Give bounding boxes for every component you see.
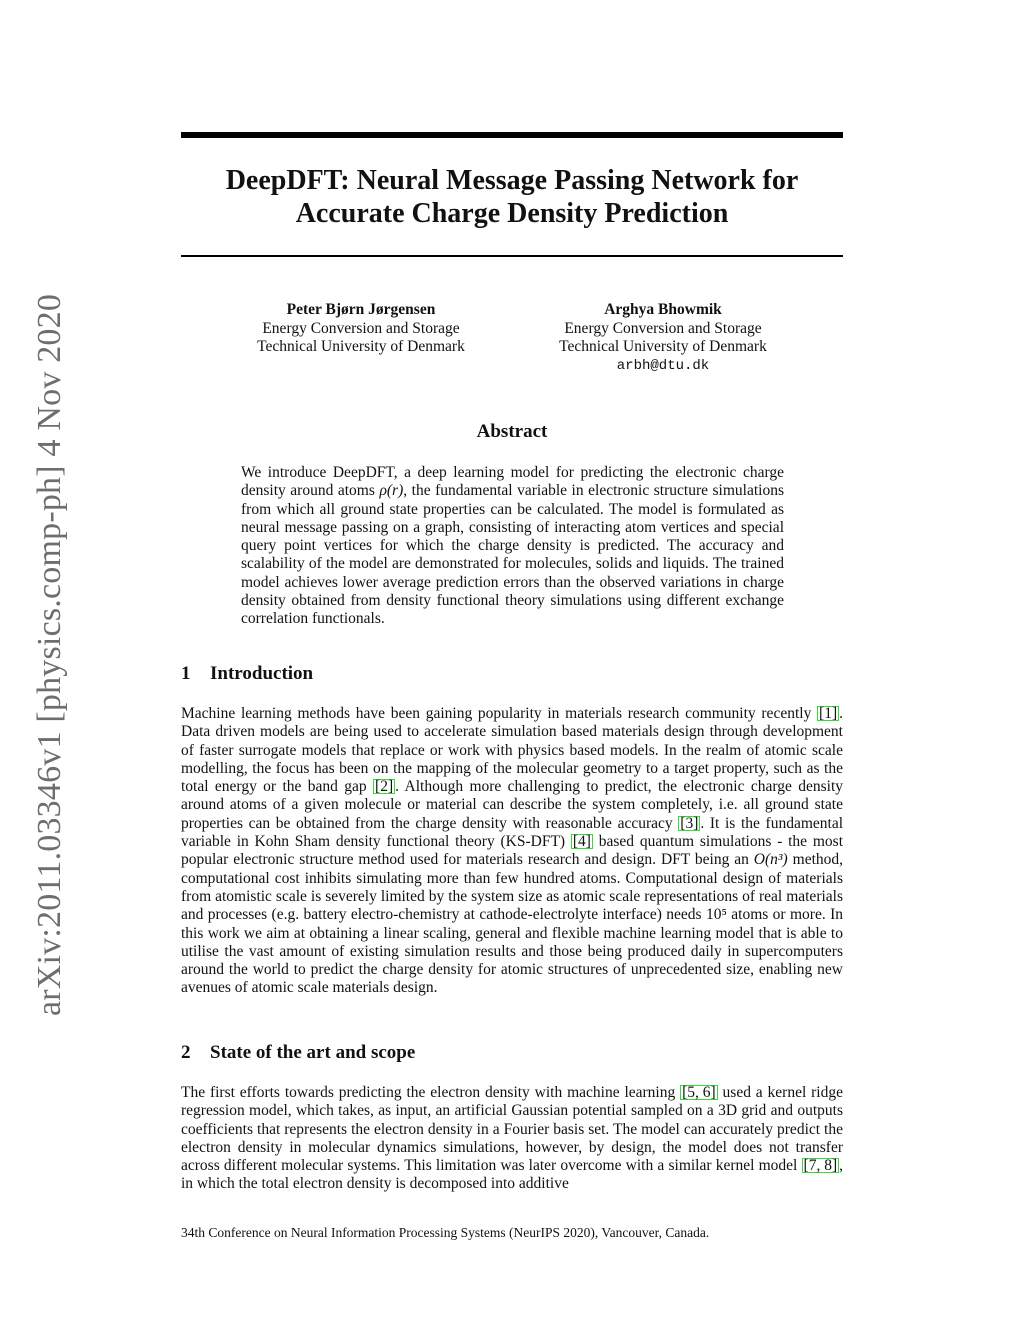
state-of-the-art-paragraph [181,1084,843,1194]
text-run: The first efforts towards predicting the electron density with machine learning [181,1084,681,1101]
text-run: , in which the total electron density is decomposed into additive [181,1157,843,1193]
citation-link[interactable]: [3] [680,814,699,832]
citation-link[interactable]: [7, 8] [803,1157,838,1175]
citation-link[interactable]: [4] [572,833,591,851]
author-department: Energy Conversion and Storage [262,319,460,337]
title-line-1: DeepDFT: Neural Message Passing Network for [225,165,799,196]
citation-link[interactable]: [2] [375,778,394,796]
math-power: 10⁵ [705,906,727,924]
author-email[interactable]: arbh@dtu.dk [616,357,710,374]
abstract-heading: Abstract [476,421,548,442]
author-department: Energy Conversion and Storage [564,319,762,337]
abstract-text-part: We introduce DeepDFT, a deep learning model for predicting the electronic charge density around atoms [241,464,784,500]
citation-link[interactable]: [1] [819,705,838,722]
section-number: 1 [181,663,191,684]
title-rule-bottom [181,255,843,257]
title-line-2: Accurate Charge Density Prediction [295,198,729,229]
text-run: atoms or more. In this work we aim at obtaining a linear scaling, general and flexible machine learning model that is able to utilise the vast amount of existing simulation results and those being produced daily in supercomputers around the world to predict the charge density for atomic structures of unprecedented size, enabling new avenues of atomic scale materials design. [181,906,844,997]
abstract-text-part: , the fundamental variable in electronic structure simulations from which all ground state properties can be calculated. The model is formulated as neural message passing on a graph, consisting of interacting atom vertices and special query point vertices for which the charge density is predicted. The accuracy and scalability of the model are demonstrated for molecules, solids and liquids. The trained model achieves lower average prediction errors than the observed variations in charge density obtained from density functional theory simulations using different exchange correlation functionals. [241,482,784,628]
text-run: used a kernel ridge regression model, which takes, as input, an artificial Gaussian potential sampled on a 3D grid and outputs coefficients that represents the electron density in a Fourier basis set. The model can accurately predict the electron density in molecular dynamics simulations, however, by design, the model does not transfer across different molecular systems. This limitation was later overcome with a similar kernel model [181,1084,843,1175]
conference-footnote: 34th Conference on Neural Information Processing Systems (NeurIPS 2020), Vancouver, Canada. [181,1225,710,1240]
math-big-o: O(n³) [753,851,788,869]
author-block-1 [211,301,511,357]
introduction-paragraph [181,705,843,998]
text-run: method, computational cost inhibits simulating more than few hundred atoms. Computational design of materials from atomistic scale is severely limited by the system size as atomic scale representations of real materials and processes (e.g. battery electro-chemistry at cathode-electrolyte interface) needs [181,851,844,924]
author-name: Peter Bjørn Jørgensen [286,301,436,318]
author-university: Technical University of Denmark [559,338,767,355]
section-title: Introduction [210,663,314,684]
citation-link[interactable]: [5, 6] [682,1084,716,1101]
math-rho: ρ(r) [379,482,404,500]
section-number: 2 [181,1042,191,1063]
author-block-2 [513,301,813,375]
title-rule-top [181,132,843,138]
section-title: State of the art and scope [210,1042,416,1063]
author-university: Technical University of Denmark [257,338,465,355]
arxiv-identifier: arXiv:2011.03346v1 [physics.comp-ph] 4 Nov 2020 [31,293,68,1017]
section-heading-introduction [181,663,313,685]
author-name: Arghya Bhowmik [604,301,722,318]
paper-title [181,164,843,230]
text-run: . Although more challenging to predict, the electronic charge density around atoms of a given molecule or material can describe the system completely, i.e. all ground state properties can be obtained from the charge density with reasonable accuracy [181,778,844,832]
section-heading-state-of-the-art [181,1042,415,1064]
abstract-text [241,464,784,629]
text-run: . Data driven models are being used to accelerate simulation based materials design through development of faster surrogate models that replace or work with physics based models. In the realm of atomic scale modelling, the focus has been on the mapping of the molecular geometry to a target property, such as the total energy or the band gap [181,705,843,796]
text-run: . It is the fundamental variable in Kohn Sham density functional theory (KS-DFT) [181,814,844,851]
text-run: based quantum simulations - the most popular electronic structure method used for materials research and design. DFT being an [181,833,843,869]
text-run: Machine learning methods have been gaining popularity in materials research community recently [181,705,818,722]
